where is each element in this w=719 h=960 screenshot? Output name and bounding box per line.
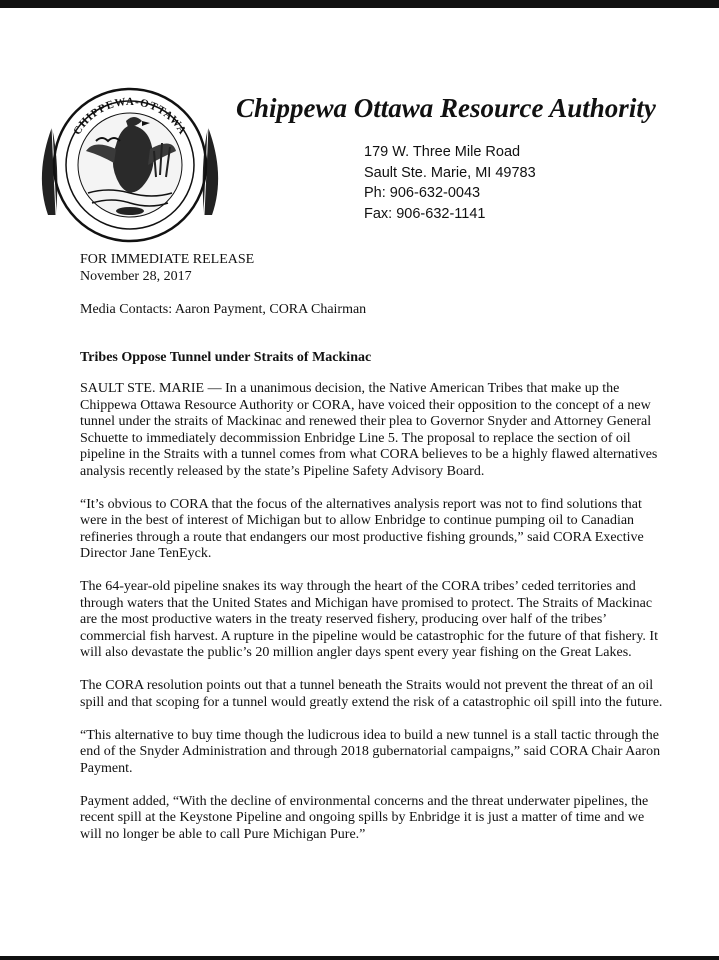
text-line: recent spill at the Keystone Pipeline and ongoing spills by Enbridge it is just a matter of time and we (80, 810, 645, 825)
text-line: The 64-year-old pipeline snakes its way through the heart of the CORA tribes’ ceded territories and (80, 579, 636, 594)
text-line: pipeline in the Straits with a tunnel comes from what CORA believes to be a highly flawed alternatives (80, 447, 658, 462)
text-line: will also devastate the public’s 20 million angler days spent every year fishing on the Great Lakes. (80, 645, 632, 660)
text-line: spill and that scoping for a tunnel would greatly extend the risk of a catastrophic oil spill into the future. (80, 694, 663, 710)
fax-number: Fax: 906-632-1141 (364, 205, 486, 222)
street-address: 179 W. Three Mile Road (364, 144, 521, 160)
text-line: Payment added, “With the decline of environmental concerns and the threat underwater pipelines, the (80, 793, 649, 809)
text-line: through waters that the United States and Michigan have promised to protect. The Straits of Mackinac (80, 595, 653, 611)
text-line: will no longer be able to call Pure Michigan Pure.” (80, 826, 366, 842)
article-body (80, 381, 692, 860)
text-line: The CORA resolution points out that a tunnel beneath the Straits would not prevent the threat of an oil (80, 678, 654, 693)
paragraph-2 (80, 497, 692, 563)
phone-number: Ph: 906-632-0043 (364, 185, 481, 201)
paragraph-4 (80, 678, 692, 711)
text-line: Chippewa Ottawa Resource Authority or CORA, have voiced their opposition to the concept of a new (80, 397, 651, 413)
cora-seal-logo (30, 65, 230, 245)
headline: Tribes Oppose Tunnel under Straits of Mackinac (80, 350, 372, 365)
text-line: analysis recently released by the state’s Pipeline Safety Advisory Board. (80, 463, 485, 479)
org-name: Chippewa Ottawa Resource Authority (236, 93, 656, 123)
text-line: are the most productive waters in the treaty reserved fishery, producing over half of the tribes’ (80, 612, 608, 627)
release-date: November 28, 2017 (80, 268, 192, 284)
paragraph-3 (80, 579, 692, 662)
text-line: refineries through a route that endangers our most productive fishing grounds,” said CORA Exective (80, 529, 644, 545)
text-line: Director Jane TenEyck. (80, 546, 212, 561)
text-line: Schuette to immediately decommission Enbridge Line 5. The proposal to replace the section of oil (80, 430, 631, 446)
text-line: tunnel under the straits of Mackinac and renewed their plea to Governor Snyder and Attorney General (80, 414, 652, 429)
city-state-zip: Sault Ste. Marie, MI 49783 (364, 164, 536, 181)
paragraph-1 (80, 381, 692, 480)
text-line: SAULT STE. MARIE — In a unanimous decision, the Native American Tribes that make up the (80, 381, 620, 396)
paragraph-5 (80, 728, 692, 778)
seal-top-text: CHIPPEWA-OTTAWA (71, 95, 189, 138)
text-line: Payment. (80, 760, 133, 776)
text-line: “This alternative to buy time though the ludicrous idea to build a new tunnel is a stall tactic through the (80, 727, 659, 743)
top-border (0, 0, 719, 8)
bottom-border (0, 956, 719, 960)
text-line: end of the Snyder Administration and through 2018 gubernatorial campaigns,” said CORA Chair Aaron (80, 744, 661, 759)
text-line: “It’s obvious to CORA that the focus of the alternatives analysis report was not to find solutions that (80, 496, 642, 512)
release-label: FOR IMMEDIATE RELEASE (80, 252, 255, 267)
text-line: were in the best of interest of Michigan but to allow Enbridge to continue pumping oil to Canadian (80, 513, 635, 528)
paragraph-6 (80, 794, 692, 844)
text-line: commercial fish harvest. A rupture in the pipeline would be catastrophic for the future of that fishery. It (80, 628, 658, 644)
release-block (80, 252, 254, 285)
address-block (364, 142, 664, 224)
media-contacts: Media Contacts: Aaron Payment, CORA Chairman (80, 302, 367, 317)
